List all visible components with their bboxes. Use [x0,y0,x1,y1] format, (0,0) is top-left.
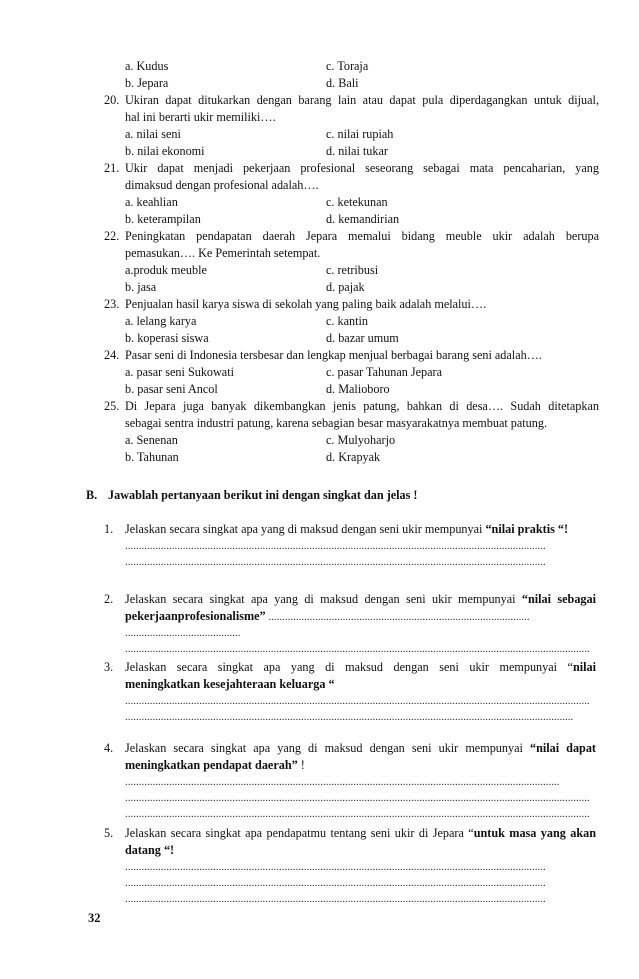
essay-prompt-suffix: ! [297,758,305,772]
option-row [104,262,604,279]
option-c: c. kantin [326,314,368,328]
essay-number: 1. [104,522,114,536]
option-row [104,211,604,228]
option-row [104,194,604,211]
essay-header [104,591,596,657]
option-a: a. Senenan [125,433,178,447]
option-d: d. Bali [326,76,359,90]
question-text [125,92,599,126]
essay-question-3 [104,659,596,725]
answer-line[interactable]: ......................................................................................................................................................................... [125,808,590,820]
essay-prompt-text: Jelaskan secara singkat apa yang di maksud dengan seni ukir mempunyai [125,522,486,536]
essay-prompt-line2 [125,608,596,625]
question-24 [104,347,604,364]
option-row [104,432,604,449]
answer-line[interactable]: ............................................................................................... [265,611,530,623]
option-row [104,75,604,92]
option-a: a. pasar seni Sukowati [125,365,234,379]
answer-line[interactable]: ......................................................................................................................................................... [125,861,546,873]
essay-prompt [125,521,596,538]
essay-number: 3. [104,660,114,674]
essay-prompt-text: Jelaskan secara singkat apa yang di maksud dengan seni ukir mempunyai [125,741,530,755]
essay-prompt-text: Jelaskan secara singkat apa yang di maksud dengan seni ukir mempunyai [125,592,522,606]
option-row [104,126,604,143]
essay-prompt-bold: nilai [572,660,596,674]
answer-line[interactable]: ......................................................................................................................................................... [125,556,546,568]
essay-prompt-bold-2: pekerjaanprofesionalisme” [125,609,266,623]
option-row [104,313,604,330]
option-c: c. pasar Tahunan Jepara [326,365,443,379]
essay-question-5 [104,825,596,907]
essay-body [125,825,596,907]
question-number: 22. [104,229,120,243]
option-a: a. lelang karya [125,314,197,328]
essay-prompt [125,740,596,757]
essay-prompt [125,591,596,608]
essay-body [125,521,596,570]
question-line: Di Jepara juga banyak dikembangkan jenis patung, bahkan di desa…. Sudah ditetapkan [125,399,599,413]
essay-header [104,659,596,725]
option-a: a. Kudus [125,59,169,73]
page-number: 32 [88,911,101,925]
question-23 [104,296,604,313]
essay-prompt-bold: “nilai praktis “! [485,522,569,536]
essay-body [125,659,596,725]
question-number: 20. [104,93,120,107]
option-d: d. pajak [326,280,365,294]
question-text [125,160,599,194]
answer-line[interactable]: ......................................................................................................................................................................... [125,792,590,804]
question-text [125,347,599,364]
question-line: Peningkatan pendapatan daerah Jepara memalui bidang meuble ukir adalah berupa [125,229,599,243]
essay-prompt-line2 [125,842,596,859]
option-row [104,279,604,296]
question-line: Ukir dapat menjadi pekerjaan profesional seseorang sebagai mata pencaharian, yang [125,161,599,175]
option-d: d. Krapyak [326,450,381,464]
option-c: c. nilai rupiah [326,127,394,141]
answer-line[interactable]: ......................................................................................................................................................... [125,893,546,905]
essay-prompt-bold: “nilai dapat [529,741,596,755]
essay-prompt-bold-2: meningkatkan pendapat daerah” [125,758,298,772]
option-a: a. keahlian [125,195,178,209]
essay-header [104,740,596,822]
question-line: Pasar seni di Indonesia tersbesar dan lengkap menjual berbagai barang seni adalah…. [125,348,542,362]
option-row [104,381,604,398]
option-b: b. Tahunan [125,450,179,464]
option-c: c. Mulyoharjo [326,433,396,447]
essay-header [104,825,596,907]
essay-body [125,740,596,822]
essay-number: 5. [104,826,114,840]
essay-prompt-line2 [125,757,596,774]
option-b: b. koperasi siswa [125,331,209,345]
question-line: Penjualan hasil karya siswa di sekolah yang paling baik adalah melalui…. [125,297,487,311]
answer-line[interactable]: ......................................................................................................................................................................... [125,643,590,655]
essay-prompt [125,825,596,842]
essay-question-2 [104,591,596,657]
option-b: b. Jepara [125,76,169,90]
option-b: b. nilai ekonomi [125,144,205,158]
essay-number: 2. [104,592,114,606]
essay-prompt-bold: untuk masa yang akan [473,826,596,840]
option-d: d. bazar umum [326,331,399,345]
essay-prompt-bold: “nilai sebagai [521,592,596,606]
option-row [104,449,604,466]
option-row [104,330,604,347]
multiple-choice-section [104,58,604,466]
question-line: Ukiran dapat ditukarkan dengan barang lain atau dapat pula diperdagangkan untuk dijual, [125,93,599,107]
essay-prompt-bold-2: datang “! [125,843,175,857]
question-21 [104,160,604,194]
answer-line[interactable]: ................................................................................................................................................................... [125,711,574,723]
section-b-heading [86,487,418,503]
essay-prompt [125,659,596,676]
option-d: d. nilai tukar [326,144,388,158]
option-d: d. kemandirian [326,212,400,226]
option-b: b. keterampilan [125,212,201,226]
essay-question-4 [104,740,596,822]
question-25 [104,398,604,432]
question-22 [104,228,604,262]
question-number: 25. [104,399,120,413]
section-letter: B. [86,488,98,502]
section-title: Jawablah pertanyaan berikut ini dengan singkat dan jelas ! [108,488,418,502]
answer-line[interactable]: ......................................................................................................................................................... [125,540,546,552]
option-row [104,143,604,160]
question-number: 24. [104,348,120,362]
question-20 [104,92,604,126]
answer-line[interactable]: ......................................................................................................................................................... [125,877,546,889]
essay-question-1 [104,521,596,570]
question-line: hal ini berarti ukir memiliki…. [125,110,276,124]
answer-line[interactable]: ......................................................................................................................................................................... [125,695,590,707]
essay-prompt-text: Jelaskan secara singkat apa yang di maksud dengan seni ukir mempunyai “ [125,660,573,674]
answer-line[interactable]: .............................................................................................................................................................. [125,776,560,788]
option-b: b. jasa [125,280,157,294]
option-a: a.produk meuble [125,263,207,277]
question-text [125,296,599,313]
option-c: c. Toraja [326,59,369,73]
question-line: sebagai sentra industri patung, karena sebagian besar masyarakatnya membuat patung. [125,416,548,430]
question-number: 21. [104,161,120,175]
option-row [104,58,604,75]
essay-body [125,591,596,657]
question-line: dimaksud dengan profesional adalah…. [125,178,319,192]
option-b: b. pasar seni Ancol [125,382,218,396]
question-number: 23. [104,297,120,311]
option-c: c. retribusi [326,263,379,277]
essay-prompt-line2 [125,676,596,693]
answer-line[interactable]: .......................................... [125,627,241,639]
question-text [125,398,599,432]
option-a: a. nilai seni [125,127,181,141]
question-text [125,228,599,262]
option-row [104,364,604,381]
question-line: pemasukan…. Ke Pemerintah setempat. [125,246,321,260]
essay-number: 4. [104,741,114,755]
option-c: c. ketekunan [326,195,388,209]
essay-prompt-bold-2: meningkatkan kesejahteraan keluarga “ [125,677,335,691]
essay-header [104,521,596,570]
option-d: d. Malioboro [326,382,390,396]
essay-prompt-text: Jelaskan secara singkat apa pendapatmu tentang seni ukir di Jepara “ [125,826,474,840]
